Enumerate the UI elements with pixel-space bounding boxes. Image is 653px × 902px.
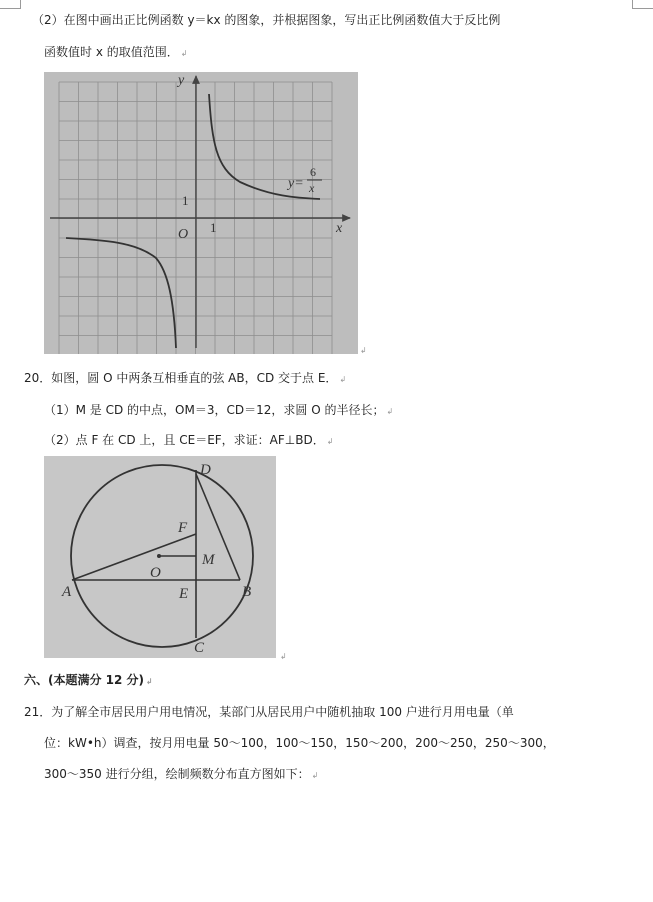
point-label-d: D <box>200 462 211 478</box>
x-unit-label: 1 <box>210 220 217 235</box>
section6-heading <box>24 672 153 690</box>
hyperbola-graph-figure <box>44 72 358 354</box>
q20-stem <box>24 370 346 388</box>
y-axis-label: y <box>178 73 185 88</box>
point-label-c: C <box>194 640 205 656</box>
y-unit-label: 1 <box>182 193 189 208</box>
point-label-a: A <box>62 584 72 600</box>
paragraph-mark: ↲ <box>280 652 287 661</box>
q20-part1-text: （1）M 是 CD 的中点，OM＝3，CD＝12，求圆 O 的半径长； <box>44 403 385 417</box>
q21-text2: 位：kW•h）调查，按月用电量 50～100，100～150，150～200，200～250，250～300， <box>44 736 555 750</box>
graph-photo-background <box>44 72 358 354</box>
function-numerator: 6 <box>310 165 316 179</box>
page-corner-mark-left <box>0 0 21 9</box>
q20-part2 <box>44 432 333 450</box>
circle-geometry-figure <box>44 456 276 658</box>
q21-text3: 300～350 进行分组，绘制频数分布直方图如下： <box>44 767 310 781</box>
q21-line3 <box>44 766 318 784</box>
q20-part2-text: （2）点 F 在 CD 上，且 CE＝EF，求证：AF⊥BD． <box>44 433 325 447</box>
point-label-f: F <box>178 520 188 536</box>
x-axis-label: x <box>336 221 343 236</box>
paragraph-mark: ↲ <box>360 346 367 355</box>
origin-label: O <box>178 227 189 242</box>
q19-part2-text2: 函数值时 x 的取值范围． <box>44 45 179 59</box>
point-label-b: B <box>242 584 252 600</box>
q19-part2-line2 <box>44 44 187 62</box>
paragraph-mark: ↲ <box>180 49 188 58</box>
center-point-o <box>157 554 161 558</box>
q19-part2-text1: （2）在图中画出正比例函数 y＝kx 的图象，并根据图象，写出正比例函数值大于反比例 <box>32 13 501 27</box>
paragraph-mark: ↲ <box>146 677 153 686</box>
q21-line2 <box>44 735 555 751</box>
q19-part2-line1 <box>32 12 500 28</box>
point-label-m: M <box>202 552 215 568</box>
paragraph-mark: ↲ <box>326 437 334 446</box>
point-label-o: O <box>150 565 161 581</box>
q21-line1 <box>24 704 514 720</box>
q21-text1: 21．为了解全市居民用户用电情况，某部门从居民用户中随机抽取 100 户进行月用电量（单 <box>24 705 514 719</box>
function-denominator: x <box>309 181 315 195</box>
paragraph-mark: ↲ <box>339 375 347 384</box>
paragraph-mark: ↲ <box>386 407 394 416</box>
function-label-y: y= <box>288 176 304 191</box>
point-label-e: E <box>179 586 189 602</box>
section6-title: 六、(本题满分 12 分) <box>24 673 145 687</box>
q20-part1 <box>44 402 393 420</box>
paragraph-mark: ↲ <box>311 771 319 780</box>
page-corner-mark-right <box>632 0 653 9</box>
q20-stem-text: 20．如图，圆 O 中两条互相垂直的弦 AB，CD 交于点 E． <box>24 371 338 385</box>
